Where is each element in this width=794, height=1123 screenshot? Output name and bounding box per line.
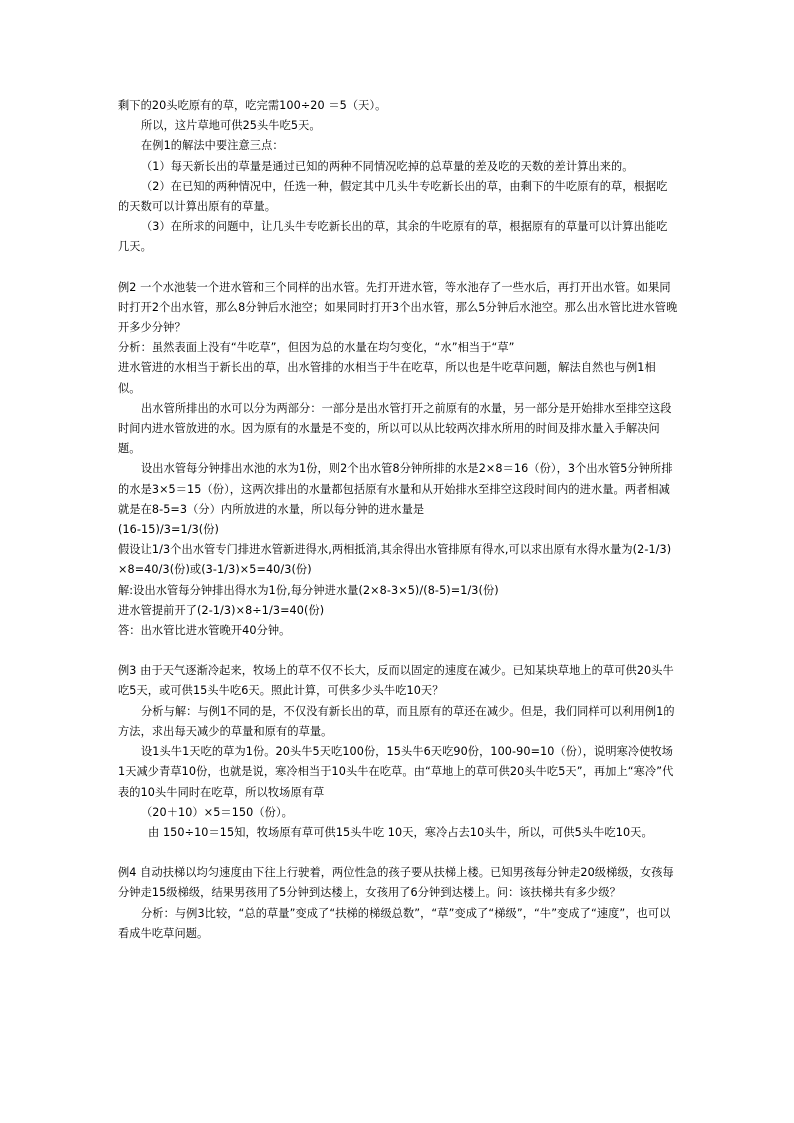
example2-problem: 例2 一个水池装一个进水管和三个同样的出水管。先打开进水管，等水池存了一些水后，再打开出水管。如果同时打开2个出水管，那么8分钟后水池空；如果同时打开3个出水管，那么5分钟后水池空。那么出水管比进水管晚开多少分钟？: [118, 280, 678, 335]
example2-analysis-2: 进水管进的水相当于新长出的草，出水管排的水相当于牛在吃草，所以也是牛吃草问题，解法自然也与例1相似。: [118, 361, 656, 395]
example2-analysis-1: 分析：虽然表面上没有“牛吃草”，但因为总的水量在均匀变化，“水”相当于“草”: [118, 341, 515, 355]
example3-analysis-2: 设1头牛1天吃的草为1份。20头牛5天吃100份，15头牛6天吃90份，100-90=10（份），说明寒冷使牧场1天减少青草10份，也就是说，寒冷相当于10头牛在吃草。由“草地上的草可供20头牛吃5天”，再加上“寒冷”代表的10头牛同时在吃草，所以牧场原有草: [118, 745, 674, 799]
example2-formula-1: (16-15)/3=1/3(份): [118, 523, 220, 537]
example2-answer: 答：出水管比进水管晚开40分钟。: [118, 624, 291, 638]
example2-analysis-5: 假设让1/3个出水管专门排进水管新进得水,两相抵消,其余得出水管排原有得水,可以求出原有水得水量为(2-1/3)×8=40/3(份)或(3-1/3)×5=40/3(份): [118, 543, 672, 577]
example2-solution-2: 进水管提前开了(2-1/3)×8÷1/3=40(份): [118, 603, 325, 617]
intro-point-1: （1）每天新长出的草量是通过已知的两种不同情况吃掉的总草量的差及吃的天数的差计算出来的。: [141, 159, 634, 173]
example4-problem: 例4 自动扶梯以均匀速度由下往上行驶着，两位性急的孩子要从扶梯上楼。已知男孩每分钟走20级梯级，女孩每分钟走15级梯级，结果男孩用了5分钟到达楼上，女孩用了6分钟到达楼上。问：该扶梯共有多少级？: [118, 866, 674, 900]
intro-point-2: （2）在已知的两种情况中，任选一种，假定其中几头牛专吃新长出的草，由剩下的牛吃原有的草，根据吃的天数可以计算出原有的草量。: [118, 179, 668, 214]
example3-analysis-1: 分析与解：与例1不同的是，不仅没有新长出的草，而且原有的草还在减少。但是，我们同样可以利用例1的方法，求出每天减少的草量和原有的草量。: [118, 704, 675, 738]
intro-line-3: 在例1的解法中要注意三点：: [141, 139, 284, 153]
document-page: [118, 96, 678, 944]
intro-line-2: 所以，这片草地可供25头牛吃5天。: [141, 119, 321, 133]
intro-line-1: 剩下的20头吃原有的草，吃完需100÷20 ＝5（天）。: [118, 99, 387, 112]
example4-analysis-1: 分析：与例3比较，“总的草量”变成了“扶梯的梯级总数”，“草”变成了“梯级”，“牛”变成了“速度”，也可以看成牛吃草问题。: [118, 906, 671, 940]
example3-formula-1: （20＋10）×5＝150（份）。: [141, 805, 293, 819]
example3-conclusion: 由 150÷10＝15知，牧场原有草可供15头牛吃 10天，寒冷占去10头牛，所以，可供5头牛吃10天。: [148, 825, 653, 839]
example2-analysis-4: 设出水管每分钟排出水池的水为1份，则2个出水管8分钟所排的水是2×8＝16（份），3个出水管5分钟所排的水是3×5＝15（份），这两次排出的水量都包括原有水量和从开始排水至排空这段时间内的进水量。两者相减就是在8-5=3（分）内所放进的水量，所以每分钟的进水量是: [118, 462, 673, 516]
example3-problem: 例3 由于天气逐渐冷起来，牧场上的草不仅不长大，反而以固定的速度在减少。已知某块草地上的草可供20头牛吃5天，或可供15头牛吃6天。照此计算，可供多少头牛吃10天？: [118, 664, 674, 698]
intro-point-3: （3）在所求的问题中，让几头牛专吃新长出的草，其余的牛吃原有的草，根据原有的草量可以计算出能吃几天。: [118, 220, 668, 254]
example2-solution-1: 解:设出水管每分钟排出得水为1份,每分钟进水量(2×8-3×5)/(8-5)=1/3(份): [118, 583, 499, 597]
example2-analysis-3: 出水管所排出的水可以分为两部分：一部分是出水管打开之前原有的水量，另一部分是开始排水至排空这段时间内进水管放进的水。因为原有的水量是不变的，所以可以从比较两次排水所用的时间及排水量入手解决问题。: [118, 401, 672, 456]
